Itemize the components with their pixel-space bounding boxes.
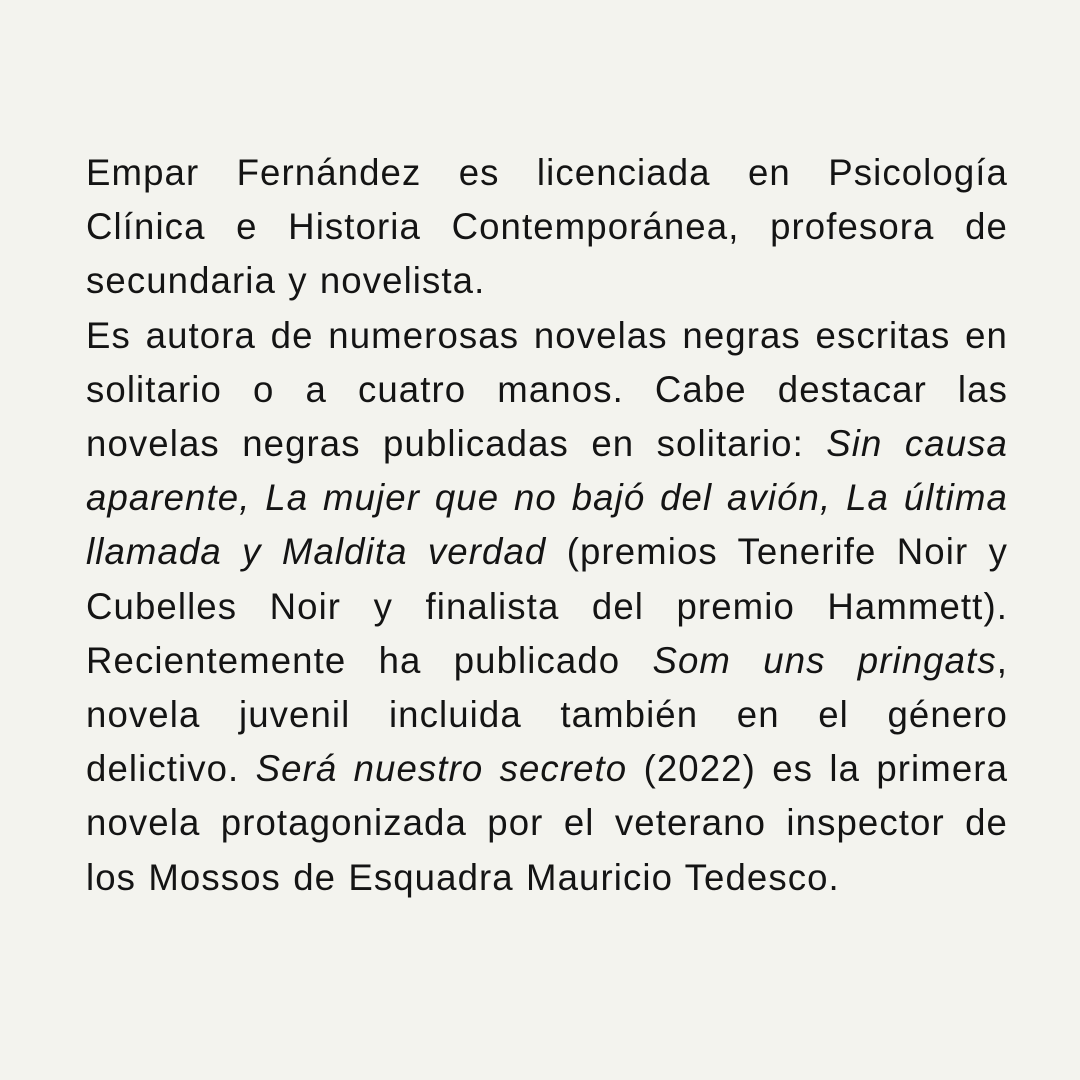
novels-titles: Sin causa aparente, La mujer que no bajó del avión, La última llamada y Maldita verdad <box>86 423 1008 573</box>
bio-paragraph-2 <box>86 309 1008 905</box>
latest-novel-title: Será nuestro secreto <box>255 748 628 790</box>
youth-novel-title: Som uns pringats <box>652 639 997 681</box>
awards-text: (premios Tenerife Noir y Cubelles Noir y finalista del premio Hammett). Recientemente ha publicado <box>86 531 1009 681</box>
latest-novel-text: (2022) es la primera novela protagonizada por el veterano inspector de los Mossos de Esquadra Mauricio Tedesco. <box>86 748 1009 898</box>
author-bio <box>86 146 1008 905</box>
bio-paragraph-1 <box>86 146 1008 309</box>
bio-intro-text: Es autora de numerosas novelas negras escritas en solitario o a cuatro manos. Cabe destacar las novelas negras publicadas en solitario: <box>86 314 1008 465</box>
youth-novel-text: , novela juvenil incluida también en el género delictivo. <box>86 639 1008 790</box>
bio-paragraph-1-text: Empar Fernández es licenciada en Psicología Clínica e Historia Contemporánea, profesora de secundaria y novelista. <box>86 152 1008 302</box>
